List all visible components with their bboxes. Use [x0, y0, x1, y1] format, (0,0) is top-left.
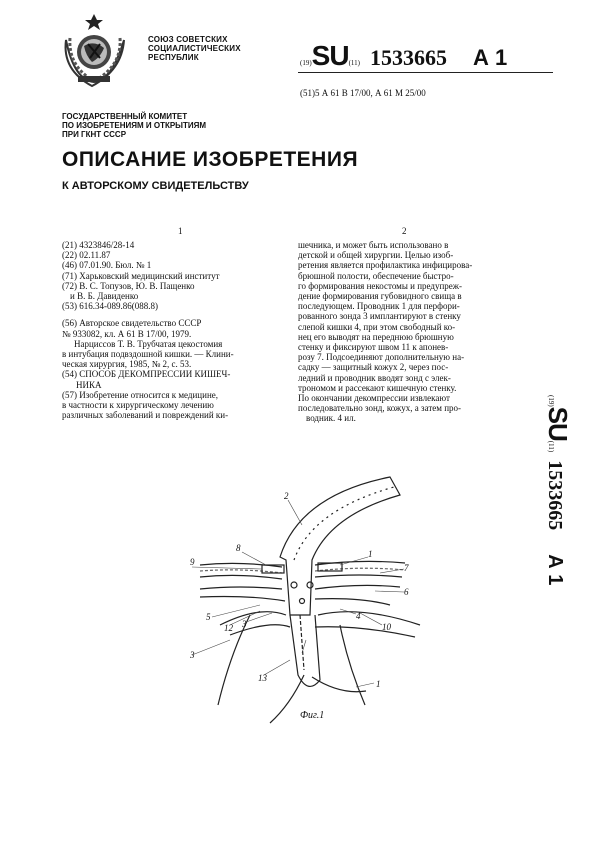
abstract-line: детской и общей хирургии. Целью изоб-: [298, 250, 454, 261]
abstract-line: стенку и фиксируют швом 11 к апонев-: [298, 342, 449, 353]
invention-title: НИКА: [76, 379, 102, 390]
callout-label: 13: [258, 673, 267, 683]
biblio-line: и В. Б. Давиденко: [70, 291, 139, 302]
abstract-line: последовательно зонд, кожух, а затем про-: [298, 403, 462, 414]
state-emblem-icon: [52, 10, 137, 92]
conductor: [290, 615, 320, 686]
abstract-line: трономом и рассекают кишечную стенку.: [298, 382, 457, 393]
reference-line: Нарциссов Т. В. Трубчатая цекостомия: [74, 338, 223, 349]
inid-code-19: (19): [547, 395, 555, 407]
technical-drawing: [190, 465, 440, 730]
vertical-patent-number: [535, 395, 580, 695]
callout-leaders: [192, 500, 404, 687]
abstract-line: ретения является профилактика инфицирова-: [298, 260, 473, 271]
abstract-line: различных заболеваний и повреждений ки-: [62, 410, 229, 421]
abstract-line: шечника, и может быть использовано в: [298, 240, 449, 250]
document-kind: А 1: [544, 554, 566, 586]
callout-label: 6: [404, 587, 409, 597]
biblio-line: (71) Харьковский медицинский институт: [62, 270, 220, 281]
biblio-line: (46) 07.01.90. Бюл. № 1: [62, 260, 152, 271]
callout-label: 5: [206, 612, 211, 622]
country-code: SU: [311, 40, 349, 71]
patent-number: 1533665: [544, 460, 566, 531]
abstract-line: садку — защитный кожух 2, через пос-: [298, 362, 449, 373]
committee-line: ПРИ ГКНТ СССР: [62, 130, 127, 139]
inid-code-19: (19): [300, 59, 312, 67]
callout-label: 9: [190, 557, 195, 567]
abstract-line: последующем. Проводник 1 для перфори-: [298, 301, 460, 312]
biblio-line: (53) 616.34-089.86(088.8): [62, 301, 158, 312]
abstract-line: брюшной полости, обеспечение быстро-: [298, 270, 454, 281]
reference-line: ческая хирургия, 1985, № 2, с. 53.: [62, 359, 192, 370]
abstract-line: розу 7. Подсоединяют дополнительную на-: [298, 352, 465, 363]
abstract-line: По окончании декомпрессии извлекают: [298, 393, 450, 404]
abstract-line: го формирования некостомы и предупреж-: [298, 280, 463, 291]
abstract-column: [298, 240, 524, 424]
country-line: СОЦИАЛИСТИЧЕСКИХ: [148, 44, 241, 53]
bibliographic-column: [62, 240, 282, 420]
biblio-line: (72) В. С. Топузов, Ю. В. Пащенко: [62, 280, 195, 291]
casing-outline: [280, 477, 400, 615]
abstract-line: дение формирования губовидного свища в: [298, 291, 462, 302]
callout-label: 1: [376, 679, 381, 689]
abstract-line: ледний и проводник вводят зонд с элек-: [298, 372, 451, 383]
abstract-line: нец его выводят на переднюю брюшную: [298, 331, 454, 342]
country-code: SU: [543, 406, 573, 441]
patent-number: 1533665: [369, 45, 447, 70]
invention-title: (54) СПОСОБ ДЕКОМПРЕССИИ КИШЕЧ-: [62, 369, 231, 380]
reference-line: № 933082, кл. А 61 В 17/00, 1979.: [62, 328, 192, 339]
biblio-line: (21) 4323846/28-14: [62, 240, 135, 250]
callout-label: 3: [242, 619, 247, 629]
ipc-classification: (51)5 А 61 В 17/00, А 61 М 25/00: [300, 88, 426, 98]
country-name: [148, 35, 241, 62]
reference-line: в интубация подвздошной кишки. — Клини-: [62, 349, 234, 360]
document-title: ОПИСАНИЕ ИЗОБРЕТЕНИЯ: [62, 148, 359, 171]
abdominal-wall: [200, 563, 285, 601]
callout-label: 1: [368, 549, 373, 559]
callout-label: 7: [404, 563, 409, 573]
inid-code-11: (11): [348, 59, 360, 67]
abstract-line: рованного зонда 3 имплантируют в стенку: [298, 311, 461, 322]
callout-label: 4: [356, 611, 361, 621]
inid-code-11: (11): [547, 440, 555, 453]
column-number: 2: [402, 226, 407, 236]
country-line: РЕСПУБЛИК: [148, 53, 199, 62]
column-number: 1: [178, 226, 183, 236]
header-rule: [298, 72, 553, 73]
callout-label: 8: [236, 543, 241, 553]
committee-line: ПО ИЗОБРЕТЕНИЯМ И ОТКРЫТИЯМ: [62, 121, 207, 130]
reference-line: (56) Авторское свидетельство СССР: [62, 318, 202, 329]
callout-label: 12: [224, 623, 233, 633]
abstract-line: слепой кишки 4, при этом свободный ко-: [298, 321, 456, 332]
abstract-line: водник. 4 ил.: [306, 413, 356, 424]
abstract-line: в частности к хирургическому лечению: [62, 400, 214, 411]
committee-name: [62, 112, 206, 139]
biblio-line: (22) 02.11.87: [62, 250, 111, 261]
publication-number: [300, 40, 507, 74]
abstract-line: (57) Изобретение относится к медицине,: [62, 389, 219, 400]
committee-line: ГОСУДАРСТВЕННЫЙ КОМИТЕТ: [62, 112, 188, 121]
document-kind: А 1: [472, 45, 508, 70]
callout-label: 10: [382, 622, 391, 632]
country-line: СОЮЗ СОВЕТСКИХ: [148, 35, 228, 44]
callout-label: 3: [190, 650, 195, 660]
document-subtitle: К АВТОРСКОМУ СВИДЕТЕЛЬСТВУ: [62, 180, 249, 192]
figure-caption: Фиг.1: [300, 710, 325, 721]
callout-label: 2: [284, 491, 289, 501]
